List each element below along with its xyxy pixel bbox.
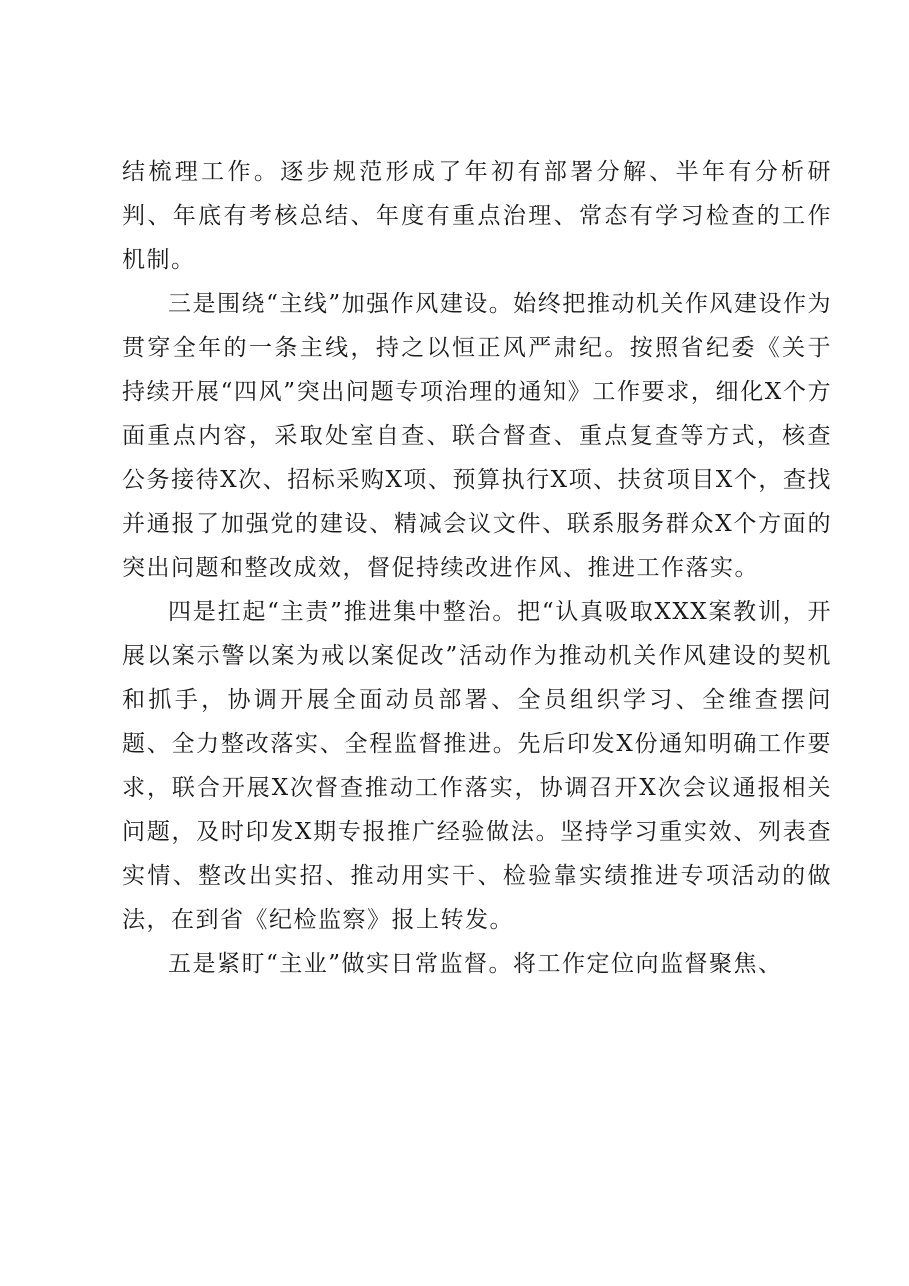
paragraph-point-four: 四是扛起“主责”推进集中整治。把“认真吸取XXX案教训，开展以案示警以案为戒以案促改”活动作为推动机关作风建设的契机和抓手，协调开展全面动员部署、全员组织学习、全维查摆问题、全力整改落实、全程监督推进。先后印发X份通知明确工作要求，联合开展X次督查推动工作落实，协调召开X次会议通报相关问题，及时印发X期专报推广经验做法。坚持学习重实效、列表查实情、整改出实招、推动用实干、检验靠实绩推进专项活动的做法，在到省《纪检监察》报上转发。 [122, 599, 832, 933]
paragraph-continuation: 结梳理工作。逐步规范形成了年初有部署分解、半年有分析研判、年底有考核总结、年度有重点治理、常态有学习检查的工作机制。 [122, 159, 832, 273]
paragraph-point-three: 三是围绕“主线”加强作风建设。始终把推动机关作风建设作为贯穿全年的一条主线，持之以恒正风严肃纪。按照省纪委《关于持续开展“四风”突出问题专项治理的通知》工作要求，细化X个方面重点内容，采取处室自查、联合督查、重点复查等方式，核查公务接待X次、招标采购X项、预算执行X项、扶贫项目X个，查找并通报了加强党的建设、精减会议文件、联系服务群众X个方面的突出问题和整改成效，督促持续改进作风、推进工作落实。 [122, 291, 832, 581]
paragraph-point-five: 五是紧盯“主业”做实日常监督。将工作定位向监督聚焦、 [168, 951, 783, 977]
document-body [122, 150, 832, 986]
